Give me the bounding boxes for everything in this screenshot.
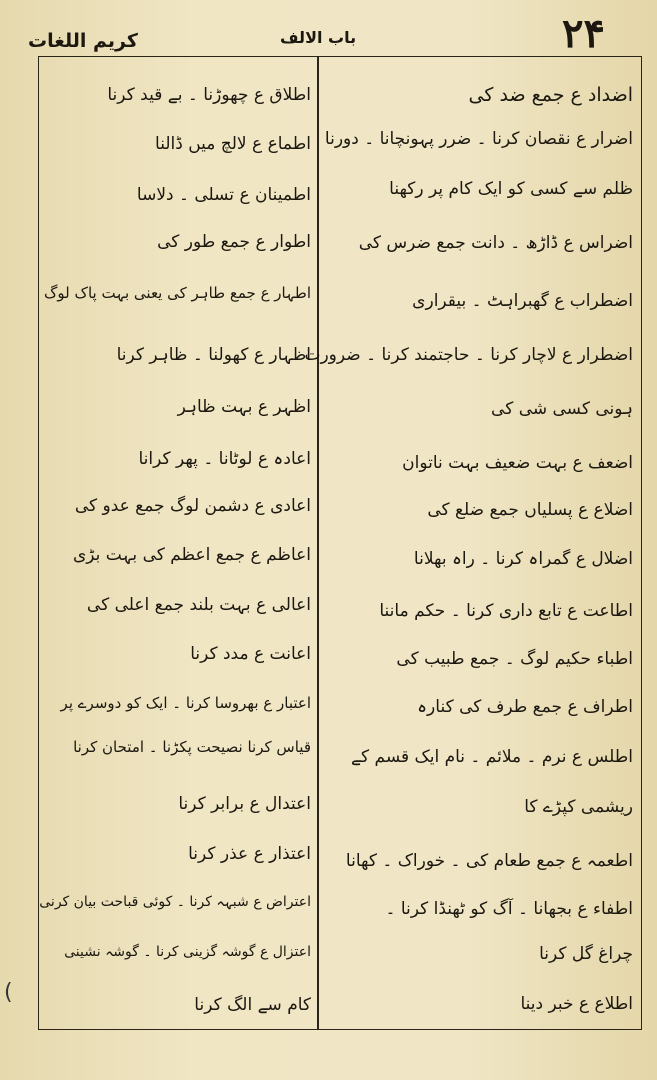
entry-line: قیاس کرنا نصیحت پکڑنا ۔ امتحان کرنا bbox=[73, 738, 311, 756]
entry-line: اعادہ ع لوٹانا ۔ پھر کرانا bbox=[138, 449, 311, 469]
entry-line: اعتزال ع گوشہ گزینی کرنا ۔ گوشہ نشینی bbox=[64, 944, 311, 960]
entry-line: اعانت ع مدد کرنا bbox=[190, 644, 311, 664]
entry-line: اظہار ع کھولنا ۔ ظاہر کرنا bbox=[116, 345, 311, 365]
entry-line: چراغ گل کرنا bbox=[539, 944, 633, 964]
entry-line: اضعف ع بہت ضعیف بہت ناتوان bbox=[402, 453, 633, 473]
column-divider bbox=[317, 56, 319, 1030]
entry-line: اعتبار ع بھروسا کرنا ۔ ایک کو دوسرے پر bbox=[60, 694, 311, 712]
page-number: ۲۴ bbox=[562, 10, 605, 57]
entry-line: ہونی کسی شی کی bbox=[491, 399, 633, 419]
entry-line: اعتذار ع عذر کرنا bbox=[188, 844, 311, 864]
entry-line: اعاظم ع جمع اعظم کی بہت بڑی bbox=[72, 545, 311, 565]
section-title: باب الالف bbox=[280, 28, 357, 47]
entry-line: اضلاع ع پسلیاں جمع ضلع کی bbox=[427, 500, 633, 520]
entry-line: اطلاق ع چھوڑنا ۔ بے قید کرنا bbox=[107, 85, 311, 105]
entry-line: اضطراب ع گھبراہٹ ۔ بیقراری bbox=[412, 291, 633, 311]
entry-line: اعادی ع دشمن لوگ جمع عدو کی bbox=[74, 496, 311, 516]
entry-line: اعتراض ع شبہہ کرنا ۔ کوئی قباحت بیان کرنی bbox=[39, 894, 311, 910]
entry-line: اضراس ع ڈاڑھ ۔ دانت جمع ضرس کی bbox=[358, 233, 633, 253]
entry-line: اطلس ع نرم ۔ ملائم ۔ نام ایک قسم کے bbox=[351, 747, 633, 767]
entry-line: کام سے الگ کرنا bbox=[194, 995, 311, 1015]
entry-line: اظہر ع بہت ظاہر bbox=[177, 397, 311, 417]
entry-line: اطفاء ع بجھانا ۔ آگ کو ٹھنڈا کرنا ۔ bbox=[385, 899, 633, 919]
entry-line: اضلال ع گمراہ کرنا ۔ راہ بھلانا bbox=[413, 549, 633, 569]
entry-line: اضرار ع نقصان کرنا ۔ ضرر پہونچانا ۔ دورنا bbox=[324, 129, 633, 149]
entry-line: اطلاع ع خبر دینا bbox=[520, 994, 633, 1014]
entry-line: اطاعت ع تابع داری کرنا ۔ حکم ماننا bbox=[379, 601, 633, 621]
entry-line: اطمینان ع تسلی ۔ دلاسا bbox=[136, 185, 311, 205]
book-title: کریم اللغات bbox=[28, 30, 138, 52]
entry-line: اطراف ع جمع طرف کی کنارہ bbox=[417, 697, 633, 717]
entry-line: ظلم سے کسی کو ایک کام پر رکھنا bbox=[389, 179, 633, 199]
page-frame bbox=[38, 56, 642, 1030]
entry-line: اضطرار ع لاچار کرنا ۔ حاجتمند کرنا ۔ ضرورت bbox=[304, 345, 633, 365]
entry-line: اطہار ع جمع طاہر کی یعنی بہت پاک لوگ bbox=[44, 284, 311, 302]
page-header bbox=[0, 0, 657, 56]
entry-line: اطباء حکیم لوگ ۔ جمع طبیب کی bbox=[396, 649, 633, 669]
entry-line: اطوار ع جمع طور کی bbox=[157, 232, 311, 252]
entry-line: اطماع ع لالچ میں ڈالنا bbox=[155, 134, 311, 154]
entry-line: اطعمہ ع جمع طعام کی ۔ خوراک ۔ کھانا bbox=[345, 851, 633, 871]
entry-line: اضداد ع جمع ضد کی bbox=[468, 84, 633, 106]
entry-line: ریشمی کپڑے کا bbox=[524, 797, 633, 817]
entry-line: اعتدال ع برابر کرنا bbox=[178, 794, 311, 814]
margin-mark: ( bbox=[4, 980, 13, 1005]
entry-line: اعالی ع بہت بلند جمع اعلی کی bbox=[86, 595, 311, 615]
